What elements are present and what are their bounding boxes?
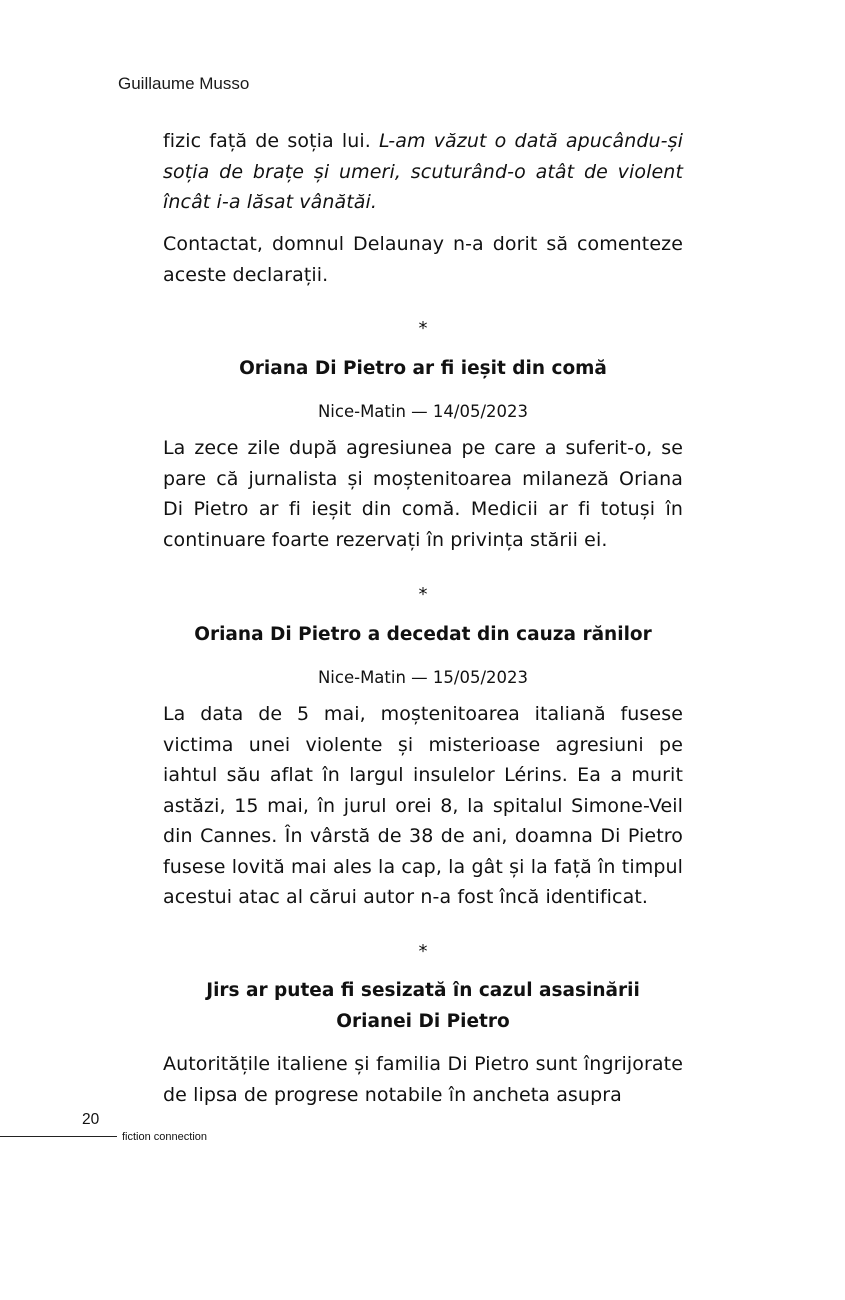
article-title: Oriana Di Pietro a decedat din cauza rănilor	[194, 624, 652, 645]
paragraph-text: Autoritățile italiene și familia Di Pietro sunt îngrijorate de lipsa de progrese notabile în ancheta asupra	[163, 1053, 683, 1106]
running-head-author: Guillaume Musso	[118, 74, 250, 93]
article-body	[163, 699, 683, 913]
article-body	[163, 433, 683, 555]
publisher-brand: fiction connection	[122, 1131, 207, 1143]
paragraph-text: fizic față de soția lui.	[163, 130, 380, 152]
continued-paragraph	[163, 126, 683, 218]
page-number: 20	[82, 1111, 100, 1128]
article-source: Nice-Matin — 14/05/2023	[317, 402, 529, 421]
paragraph	[163, 229, 683, 290]
footer-rule	[0, 1136, 117, 1137]
article-source: Nice-Matin — 15/05/2023	[317, 668, 529, 687]
section-separator: *	[418, 584, 428, 605]
paragraph-text: La data de 5 mai, moștenitoarea italiană fusese victima unei violente și misterioase agresiuni pe iahtul său aflat în largul insulelor Lérins. Ea a murit astăzi, 15 mai, în jurul orei 8, la spitalul Simone-Veil din Cannes. În vârstă de 38 de ani, doamna Di Pietro fusese lovită mai ales la cap, la gât și la față în timpul acestui atac al cărui autor n-a fost încă identificat.	[163, 703, 683, 908]
paragraph-text: La zece zile după agresiunea pe care a suferit-o, se pare că jurnalista și moștenitoarea milaneză Oriana Di Pietro ar fi ieșit din comă. Medicii ar fi totuși în continuare foarte rezervați în privința stării ei.	[163, 437, 683, 551]
section-separator: *	[418, 941, 428, 962]
article-title: Oriana Di Pietro ar fi ieșit din comă	[239, 358, 607, 379]
quoted-italic-text: L-am văzut o dată apucându-și soția de brațe și umeri, scuturând-o atât de violent încât i-a lăsat vânătăi.	[163, 130, 683, 213]
section-separator: *	[418, 318, 428, 339]
article-title-line: Orianei Di Pietro	[336, 1011, 510, 1032]
article-body	[163, 1049, 683, 1110]
paragraph-text: Contactat, domnul Delaunay n-a dorit să comenteze aceste declarații.	[163, 233, 683, 286]
article-title-line: Jirs ar putea fi sesizată în cazul asasinării	[206, 980, 640, 1001]
article-title	[163, 975, 683, 1037]
